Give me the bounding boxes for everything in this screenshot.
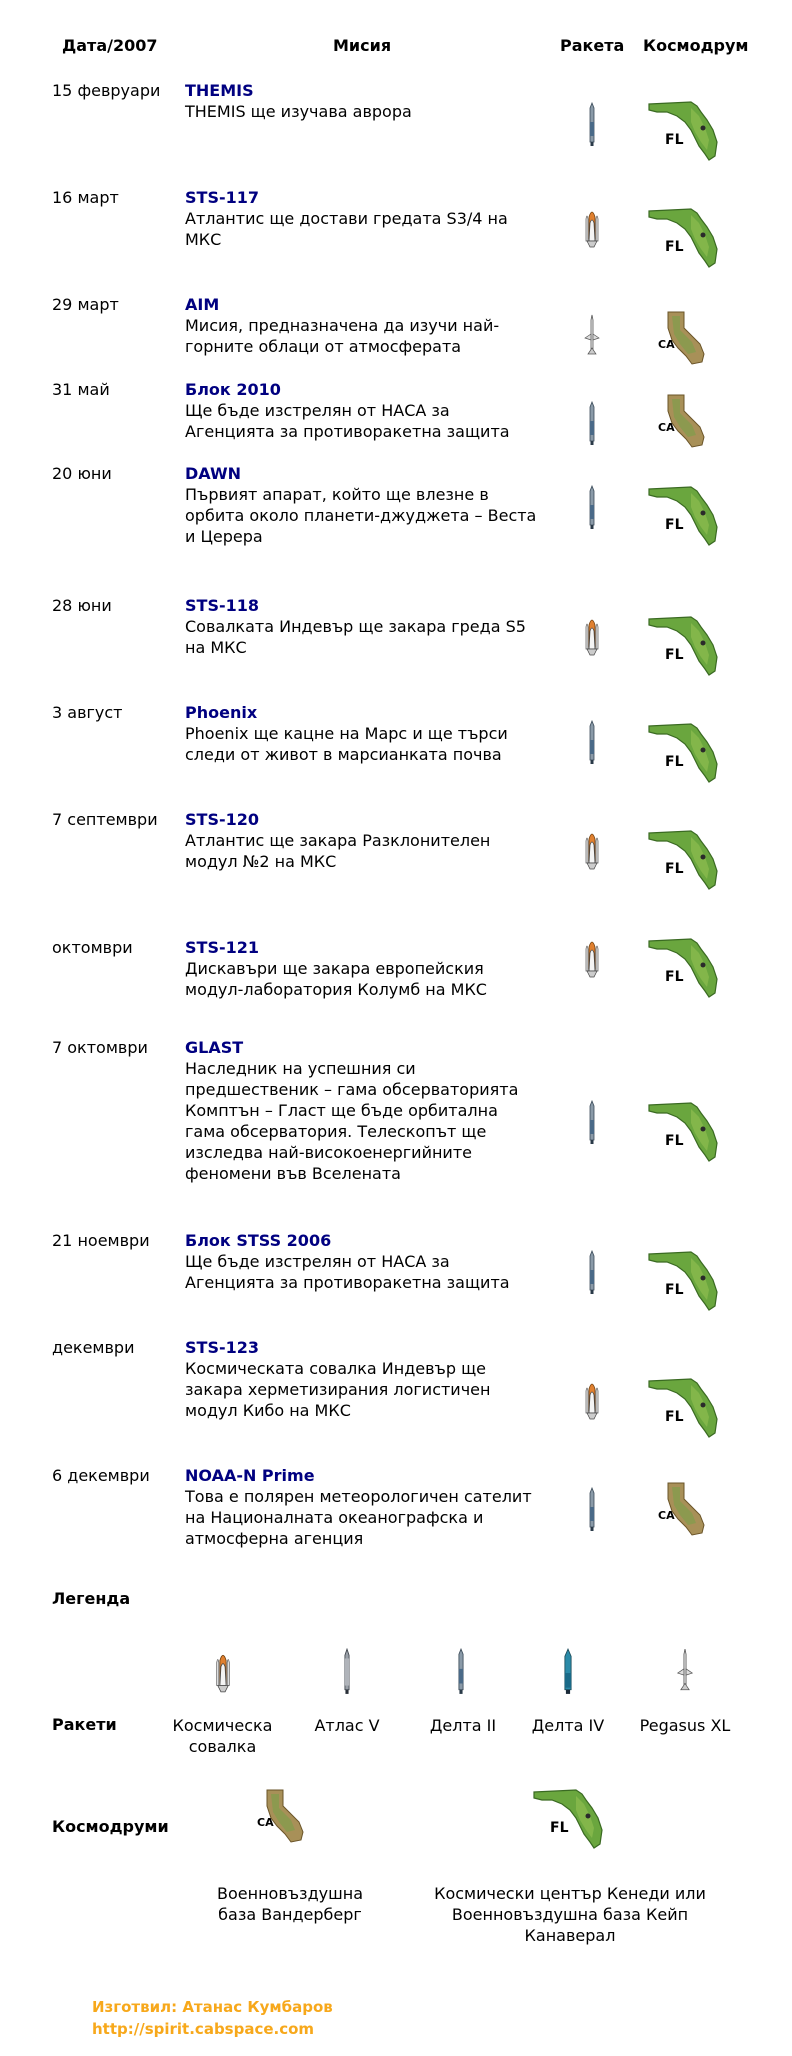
mission-description: Phoenix ще кацне на Марс и ще търси следи от живот в марсианката почва: [185, 724, 508, 764]
mission-cell: [185, 1037, 540, 1184]
launch-row: [0, 595, 792, 695]
mission-name: THEMIS: [185, 81, 254, 100]
pegasus-xl-icon: [672, 1648, 698, 1696]
california-map-icon: [255, 1788, 315, 1844]
delta-ii-icon: [580, 720, 604, 766]
florida-map-icon: [647, 935, 723, 1001]
florida-map-icon: [647, 1099, 723, 1165]
florida-map-icon: [647, 827, 723, 893]
launch-row: [0, 937, 792, 1032]
delta-ii-icon: [580, 1487, 604, 1533]
launch-date: 29 март: [52, 295, 119, 314]
mission-description: Дискавъри ще закара европейския модул-лаборатория Колумб на МКС: [185, 959, 487, 999]
mission-cell: [185, 595, 540, 658]
florida-map-icon: [647, 1248, 723, 1314]
mission-description: Атлантис ще достави гредата S3/4 на МКС: [185, 209, 508, 249]
launch-date: 3 август: [52, 703, 123, 722]
mission-description: Ще бъде изстрелян от НАСА за Агенцията за противоракетна защита: [185, 401, 510, 441]
mission-cell: [185, 702, 540, 765]
delta-ii-icon: [580, 1100, 604, 1146]
legend-rocket-label: Атлас V: [314, 1716, 380, 1735]
space-shuttle-icon: [580, 1377, 604, 1423]
legend-sites-label: Космодруми: [52, 1817, 169, 1836]
launch-row: [0, 702, 792, 802]
california-map-icon: [656, 1481, 716, 1537]
launch-row: [0, 463, 792, 583]
legend-title: Легенда: [52, 1589, 131, 1608]
mission-cell: [185, 187, 540, 250]
mission-description: Атлантис ще закара Разклонителен модул №2 на МКС: [185, 831, 491, 871]
mission-description: Първият апарат, който ще влезне в орбита около планети-джуджета – Веста и Церера: [185, 485, 537, 546]
legend-site-label: Военновъздушна база Вандерберг: [217, 1884, 363, 1924]
launch-date: 7 октомври: [52, 1038, 148, 1057]
footer-url[interactable]: http://spirit.cabspace.com: [92, 2020, 315, 2038]
florida-map-icon: [647, 98, 723, 164]
mission-name: DAWN: [185, 464, 241, 483]
mission-name: Блок STSS 2006: [185, 1231, 332, 1250]
mission-cell: [185, 1230, 540, 1293]
mission-description: Наследник на успешния си предшественик – гама обсерваторията Комптън – Гласт ще бъде орбитална гама обсерватория. Телескопът ще изследва най-високоенергийните феномени във Вселената: [185, 1059, 519, 1183]
mission-cell: [185, 1337, 540, 1421]
space-shuttle-icon: [580, 205, 604, 251]
header-rocket: Ракета: [560, 36, 625, 55]
mission-name: STS-120: [185, 810, 259, 829]
delta-ii-icon: [448, 1648, 474, 1696]
legend-rocket-label: Делта IV: [531, 1716, 605, 1735]
florida-map-icon: [647, 1375, 723, 1441]
mission-name: Блок 2010: [185, 380, 281, 399]
launch-row: [0, 1230, 792, 1330]
mission-name: Phoenix: [185, 703, 258, 722]
mission-cell: [185, 1465, 540, 1549]
mission-description: Совалката Индевър ще закара греда S5 на МКС: [185, 617, 526, 657]
space-shuttle-icon: [580, 935, 604, 981]
mission-name: STS-117: [185, 188, 259, 207]
launch-date: 15 февруари: [52, 81, 161, 100]
space-shuttle-icon: [580, 613, 604, 659]
florida-map-icon: [532, 1786, 608, 1852]
launch-date: 28 юни: [52, 596, 112, 615]
launch-date: 6 декември: [52, 1466, 150, 1485]
launch-date: декември: [52, 1338, 135, 1357]
launch-row: [0, 809, 792, 929]
launch-row: [0, 294, 792, 374]
launch-date: 21 ноември: [52, 1231, 150, 1250]
delta-iv-icon: [555, 1648, 581, 1696]
launch-row: [0, 1465, 792, 1565]
delta-ii-icon: [580, 102, 604, 148]
mission-description: Мисия, предназначена да изучи най-горните облаци от атмосферата: [185, 316, 500, 356]
launch-date: 31 май: [52, 380, 110, 399]
mission-name: GLAST: [185, 1038, 244, 1057]
legend-rocket-label: Делта II: [429, 1716, 497, 1735]
mission-cell: [185, 937, 540, 1000]
florida-map-icon: [647, 720, 723, 786]
legend-rockets-label: Ракети: [52, 1715, 117, 1734]
launch-row: [0, 187, 792, 287]
launch-row: [0, 1037, 792, 1227]
florida-map-icon: [647, 613, 723, 679]
delta-ii-icon: [580, 1250, 604, 1296]
launch-date: 7 септември: [52, 810, 158, 829]
header-mission: Мисия: [333, 36, 392, 55]
mission-cell: [185, 809, 540, 872]
mission-name: STS-121: [185, 938, 259, 957]
mission-description: Това е полярен метеорологичен сателит на Националната океанографска и атмосферна агенция: [185, 1487, 532, 1548]
florida-map-icon: [647, 205, 723, 271]
legend-rocket-label: Космическа совалка: [172, 1716, 273, 1756]
launch-date: 16 март: [52, 188, 119, 207]
mission-cell: [185, 294, 540, 357]
mission-description: Ще бъде изстрелян от НАСА за Агенцията за противоракетна защита: [185, 1252, 510, 1292]
delta-ii-icon: [580, 401, 604, 447]
california-map-icon: [656, 393, 716, 449]
delta-ii-icon: [580, 485, 604, 531]
mission-description: THEMIS ще изучава аврора: [185, 102, 412, 121]
florida-map-icon: [647, 483, 723, 549]
mission-cell: [185, 80, 540, 122]
space-shuttle-icon: [210, 1648, 236, 1696]
pegasus-xl-icon: [580, 314, 604, 360]
mission-description: Космическата совалка Индевър ще закара херметизирания логистичен модул Кибо на МКС: [185, 1359, 491, 1420]
mission-name: NOAA-N Prime: [185, 1466, 315, 1485]
legend-site-label: Космически център Кенеди или Военновъздушна база Кейп Канаверал: [434, 1884, 706, 1945]
mission-cell: [185, 463, 540, 547]
space-shuttle-icon: [580, 827, 604, 873]
legend-rocket-label: Pegasus XL: [639, 1716, 731, 1735]
launch-date: октомври: [52, 938, 133, 957]
launch-row: [0, 80, 792, 180]
mission-cell: [185, 379, 540, 442]
atlas-v-icon: [334, 1648, 360, 1696]
mission-name: STS-123: [185, 1338, 259, 1357]
header-site: Космодрум: [643, 36, 749, 55]
header-date: Дата/2007: [62, 36, 158, 55]
mission-name: STS-118: [185, 596, 259, 615]
mission-name: AIM: [185, 295, 220, 314]
launch-row: [0, 1337, 792, 1457]
footer-author: Изготвил: Атанас Кумбаров: [92, 1998, 333, 2016]
launch-date: 20 юни: [52, 464, 112, 483]
california-map-icon: [656, 310, 716, 366]
launch-row: [0, 379, 792, 459]
